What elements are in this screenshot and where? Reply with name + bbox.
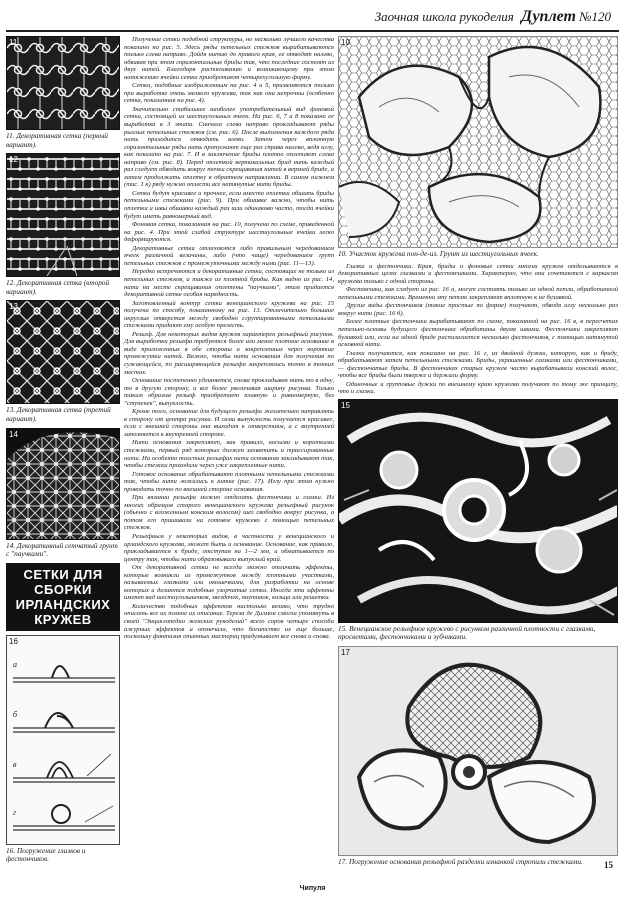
article-text-right [338,263,618,396]
figure-10 [338,36,618,248]
header-text [375,8,611,26]
paragraph: Рельефным у некоторых видов, в частности у венецианского и ирландского кружева, может быть и основание. Основание, как правило, прикладывается к бриде, отступая на 1—2 мм, и обматывается по центру так, чтобы нити образовывали выпуклый край. [124,533,334,563]
figure-16-caption: 16. Погружение глазков и фестончиков. [6,845,86,864]
lace-net-image [7,429,120,539]
figure-number: 12 [9,155,18,165]
paragraph: Кроме того, основание для будущего рельефа желательно направлять в сторону от центра рисунка. И сама выпуклость получается красивее, если с внешней стороны она выходит к отверстиям, а с внутренней заполняется к внутренней стороне. [124,408,334,438]
relief-lace-image [339,647,618,855]
paragraph: От декоративной сетки не всегда можно отличить эффекты, которые возникли из промежутков между плотными участками, называемых глазками или окошечками, для разработки на основе которых и делаются подобные узорчатые сетки. Иногда эти эффекты имеют вид шестиугольничков, звездочек, паутинок, кольца или решетки. [124,564,334,602]
paragraph: Значительно стабильнее наиболее употребительный вид фоновой сетки, состоящей из шестиугольных ячеек. На рис. 6, 7 и 8 показана ее выработка в 3 этапа. Сначала слева направо прокладывают ряды рыхлых петельных стежков (см. рис. 6). После выполнения каждого ряда нить приходится отводить влево. Затем через вплотную горизонтальные ряды нить пропускают еще раз справа налево, ведя иглу, как показано на рис. 7. И в заключение бриды плотно оплетают слева направо (см. рис. 8). Перед оплеткой вертикальных брид нить каждый раз следует обводить вокруг точки скрещивания нитей в верхней бриде, а затем продолжать оплетку в обратном направлении. В самом нижнем (тис. 1 к) ряду нужно оплести все натянутые нити бриды. [124,105,334,189]
paragraph: Более плотные фестончики вырабатывают по схеме, показанной на рис. 16 в, в пересчетах петельно-основы будущего фестончика обработаны двумя швами. Фестончики закрепляют булавкой или, если на одной бриде располагается несколько фестончиков, с помощью натянутой основной нити. [338,318,618,349]
lace-net-image [7,37,120,129]
header-issue: №120 [579,9,611,24]
column-left [6,36,120,868]
figure-14 [6,428,120,540]
figure-13 [6,300,120,404]
venetian-lace-image [339,400,618,622]
figure-15-caption: 15. Венецианское рельефное кружево с рисунком различной плотности с глазками, просветами, фестончиками и зубчиками. [338,623,596,642]
figure-11-caption: 11. Декоративная сетка (первый вариант). [6,131,108,149]
figure-number: 16 [9,636,18,646]
figure-16 [6,635,120,845]
paragraph: Фоновая сетка, показанная на рис. 10, получена по схеме, приведенной на рис. 4. При этой слабой структуре шестиугольные ячейки легко деформируются. [124,221,334,244]
page-number: 15 [604,860,613,870]
lace-net-image [7,301,120,403]
step-label-a: а [13,659,17,669]
figure-15 [338,399,618,623]
column-middle [124,36,334,642]
figure-12-caption: 12. Декоративная сетка (второй вариант). [6,278,110,296]
paragraph: Фестончики, как следует из рис. 16 а, могут состоять только из одной петли, обработанной петельными стежками. Временно эту петлю закрепляют вплотную к не булавкой. [338,286,618,301]
figure-12 [6,153,120,277]
figure-number: 15 [341,400,350,410]
section-heading: СЕТКИ ДЛЯ СБОРКИ ИРЛАНДСКИХ КРУЖЕВ [6,563,120,631]
figure-10-caption: 10. Участок кружева пон-де-из. Грунт из шестиугольных ячеек. [338,249,539,258]
lace-pattern-image [339,37,618,247]
column-right [338,36,618,871]
header-title: Заочная школа рукоделия [374,9,514,24]
paragraph: Сетки, подобные изображенным на рис. 4 и 5, применяются только при выработке очень мелкого кружева, так как они непрочны (особенно сетка, показанная на рис. 4). [124,82,334,105]
paragraph: Основание постепенно удлиняется, снова прокладывая нить то в одну, то в другую сторону, и все более увеличивая ширину рисунка. Только таким образом рельеф приобретает плавную и равномерную, без "ступенек", выпуклость. [124,377,334,407]
figure-number: 11 [9,38,18,47]
paragraph: Получение сетки подобной структуры, но несколько лучшего качества показано на рис. 5. Здесь ряды петельных стежков вырабатываются только слева направо. Дойдя нитью до правого края, ее отводят налево, обвивая при этом горизонтальные бриды так, что последние состоят из двух нитей. Благодаря растягиванию и возникающему при этом натяжению ячейки сетки приобретают четырехугольную форму. [124,36,334,81]
page-header [0,0,625,34]
figure-number: 10 [341,38,350,47]
figure-11 [6,36,120,130]
paragraph: Глазки и фестончики. Края, бриды и фоновые сетки многих кружев отделываются в декоративных целях глазками и фестончиками. Характерно, что они сочетаются с каркасом кружева только с одной стороны. [338,262,618,285]
step-label-c: в [13,759,17,769]
paragraph: Готовое основание обрабатывают плотными петельными стежками так, чтобы нити ложились к нитке (рис. 17). Иглу при этом нужно проводить точно по внешней стороне основания. [124,470,334,493]
header-brand: Дуплет [521,8,576,25]
paragraph: Нити основания закрепляют, как правило, косыми и короткими стежками, первый ряд которых должен захватить и трассированные нити. На особенно толстых рельефах нити основания закладывают так, чтобы стежки проходили через уже закрепленные нити. [124,439,334,470]
figure-14-caption: 14. Декоративный сетчатый грунт с "паучками". [6,540,118,559]
figure-17 [338,646,618,856]
step-label-d: г [13,807,17,817]
paragraph: Декоративные сетки отличаются либо правильным чередованием ячеек различной величины, либо (что чаще) чередованием групп петельных стежков с промежуточными между ними (рис. 11—13). [124,244,334,267]
step-label-b: б [13,709,18,719]
lace-net-image [7,154,120,276]
figure-number: 17 [341,648,350,658]
figure-13-caption: 13. Декоративная сетка (третий вариант). [6,405,111,423]
figure-number: 14 [9,429,18,439]
paragraph: При вязании рельефа можно отделать фестончики и глазки. Из многих образцов старого венецианского кружева рельефный рисунок (обычно с вложенным конским волосом) шел свободно вокруг рисунка, а потом его пришивали на готовое кружево с помощью петельных стежков. [124,494,334,532]
paragraph: Заготовленный контур сетки венецианского кружева на рис. 15 получена по способу, показанному на рис. 13. Отличительно большие округлые отверстия между свободно сгруппированными петельными стежками придают ему особую прелесть. [124,299,334,330]
paragraph: Другие виды фестончиков (такие простые по форме) получают, обводя иглу несколько раз вокруг нити (рис. 16 б). [338,302,618,317]
article-text [124,36,334,641]
footer-signature: Чипуля [299,885,326,892]
paragraph: Одиночные и групповые дужки по внешнему краю кружева получают по тому же принципу, что и глазки. [338,380,618,396]
paragraph: Рельеф. Для некоторых видов кружев характерен рельефный рисунок. Для выработки рельефа требуются более или менее плотное основание в виде проложенных в обе стороны и закрепленных через короткие промежутки нитей. Важно, чтобы нити основания для получения по сужающейся, по расширяющейся рельефа закреплялись точно в тонких местах. [124,330,334,376]
paragraph: Сетки будут красивее и прочнее, если вместо оплетки обшить бриды петельными стежками (рис. 9). При обшивке важно, чтобы нить оплетки и швы обшивки каждый раз шли одинаково часто, тогда ячейки будут иметь равномерный вид. [124,189,334,220]
paragraph: Нередко встречаются и декоративные сетки, состоящие не только из петельных стежков, а также из плотной бриды. Как видно из рис. 14, нити на месте скрещивания оплетены "паучками", этим придается декоративной сетке особая нарядность. [124,268,334,299]
paragraph: Глазки получаются, как показано на рис. 16 г, из двойной дужки, которую, как и бриду, обрабатывают затем петельными стежками. Бриды, украшенные глазками или фестончиками, — фестончатые бриды. В фестончиках старых кружев часто вырабатывали конский волос, чтобы все бриды были тверже и держали форму. [338,349,618,380]
picot-steps-image [7,636,120,844]
header-rule [6,30,619,32]
paragraph: Количество подобных эффектов настолько велико, что трудно описать все их полное их описание. Тереза де Дилмон смогла упомянуть в своей "Энциклопедии женских рукоделий" всего сорок четыре способа ажурных эффектов и отмечала, что богатство их еще больше, поскольку фантазия опытных мастериц придумывает все снова и снова. [124,602,334,641]
figure-17-caption: 17. Погружение основания рельефной разделки изнанкой стропили стежками. [338,857,583,867]
figure-number: 13 [9,302,18,312]
